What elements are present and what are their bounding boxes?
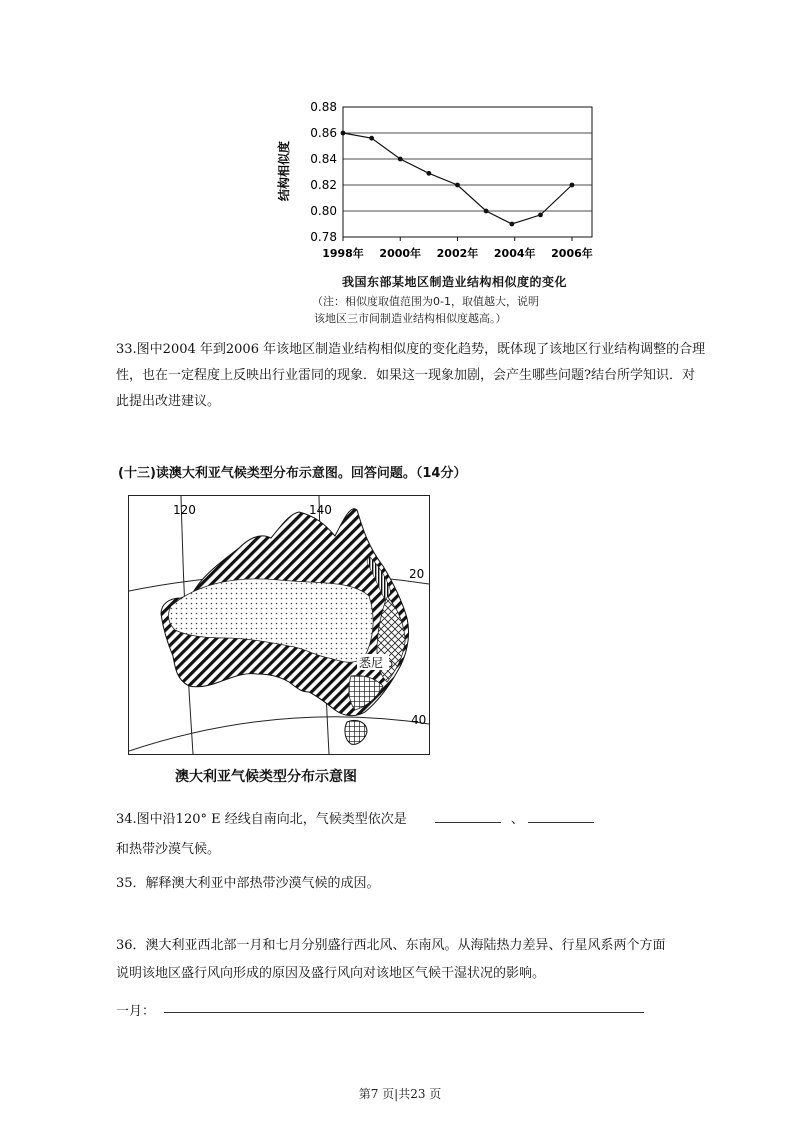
chart-data-point bbox=[509, 222, 514, 227]
chart-ytick-label: 0.78 bbox=[310, 230, 337, 244]
jan-label: 一月： bbox=[116, 1004, 156, 1019]
chart-note-line-1: （注：相似度取值范围为0-1，取值越大，说明 bbox=[312, 295, 539, 308]
tasmania bbox=[345, 720, 367, 744]
chart-ytick-label: 0.82 bbox=[310, 178, 337, 192]
chart-series-line bbox=[343, 133, 572, 224]
chart-xtick-label: 1998年 bbox=[322, 247, 364, 260]
chart-ylabel: 结构相似度 bbox=[277, 140, 291, 202]
chart-data-point bbox=[369, 136, 374, 141]
answer-line-january[interactable] bbox=[164, 1012, 644, 1013]
chart-xtick-label: 2002年 bbox=[436, 247, 479, 260]
chart-data-point bbox=[538, 213, 543, 218]
section-13-title: (十三)读澳大利亚气候类型分布示意图。回答问题。（14分） bbox=[118, 466, 467, 481]
parallel-40 bbox=[129, 717, 429, 751]
label-40: 40 bbox=[411, 713, 427, 727]
chart-data-point bbox=[341, 131, 346, 136]
chart-data-point bbox=[455, 183, 460, 188]
label-20: 20 bbox=[409, 567, 425, 581]
australia-map-svg bbox=[129, 496, 429, 754]
chart-ytick-label: 0.88 bbox=[310, 100, 337, 114]
map-caption: 澳大利亚气候类型分布示意图 bbox=[175, 769, 357, 785]
page-footer: 第7 页|共23 页 bbox=[358, 1087, 442, 1101]
chart-data-point bbox=[398, 157, 403, 162]
question-34 bbox=[116, 808, 604, 827]
label-sydney: 悉尼 bbox=[359, 656, 384, 670]
question-34-continued: 和热带沙漠气候。 bbox=[116, 842, 221, 857]
chart-xtick-label: 2000年 bbox=[379, 247, 422, 260]
chart-title: 我国东部某地区制造业结构相似度的变化 bbox=[342, 275, 568, 289]
question-36: 36．澳大利亚西北部一月和七月分别盛行西北风、东南风。从海陆热力差异、行星风系两个方面说明该地区盛行风向形成的原因及盛行风向对该地区气候干湿状况的影响。 bbox=[116, 938, 666, 981]
chart-note-line-2: 该地区三市间制造业结构相似度越高。） bbox=[314, 312, 507, 325]
chart-ytick-label: 0.80 bbox=[310, 204, 337, 218]
chart-frame bbox=[343, 107, 592, 237]
chart-data-point bbox=[426, 171, 431, 176]
chart-xtick-label: 2004年 bbox=[493, 247, 536, 260]
chart-data-point bbox=[484, 209, 489, 214]
chart-xtick-label: 2006年 bbox=[551, 247, 593, 260]
australia-climate-map bbox=[128, 495, 430, 755]
label-120: 120 bbox=[173, 503, 196, 517]
similarity-chart bbox=[270, 95, 600, 325]
chart-ytick-label: 0.84 bbox=[310, 152, 337, 166]
question-34-sep: 、 bbox=[510, 812, 524, 827]
label-140: 140 bbox=[309, 503, 332, 517]
question-33: 33.图中2004 年到2006 年该地区制造业结构相似度的变化趋势，既体现了该地区行业结构调整的合理性，也在一定程度上反映出行业雷同的现象．如果这一现象加剧，会产生哪些问题?结台所学知识．对此提出改进建议。 bbox=[116, 342, 706, 409]
question-35: 35．解释澳大利亚中部热带沙漠气候的成因。 bbox=[116, 876, 380, 891]
chart-ytick-label: 0.86 bbox=[310, 126, 337, 140]
chart-note bbox=[312, 293, 539, 327]
answer-blank-2[interactable] bbox=[528, 810, 594, 823]
question-34-text: 34.图中沿120° E 经线自南向北，气候类型依次是 bbox=[116, 812, 407, 827]
answer-blank-1[interactable] bbox=[435, 810, 501, 823]
similarity-line-chart bbox=[270, 95, 600, 275]
chart-data-point bbox=[570, 183, 575, 188]
